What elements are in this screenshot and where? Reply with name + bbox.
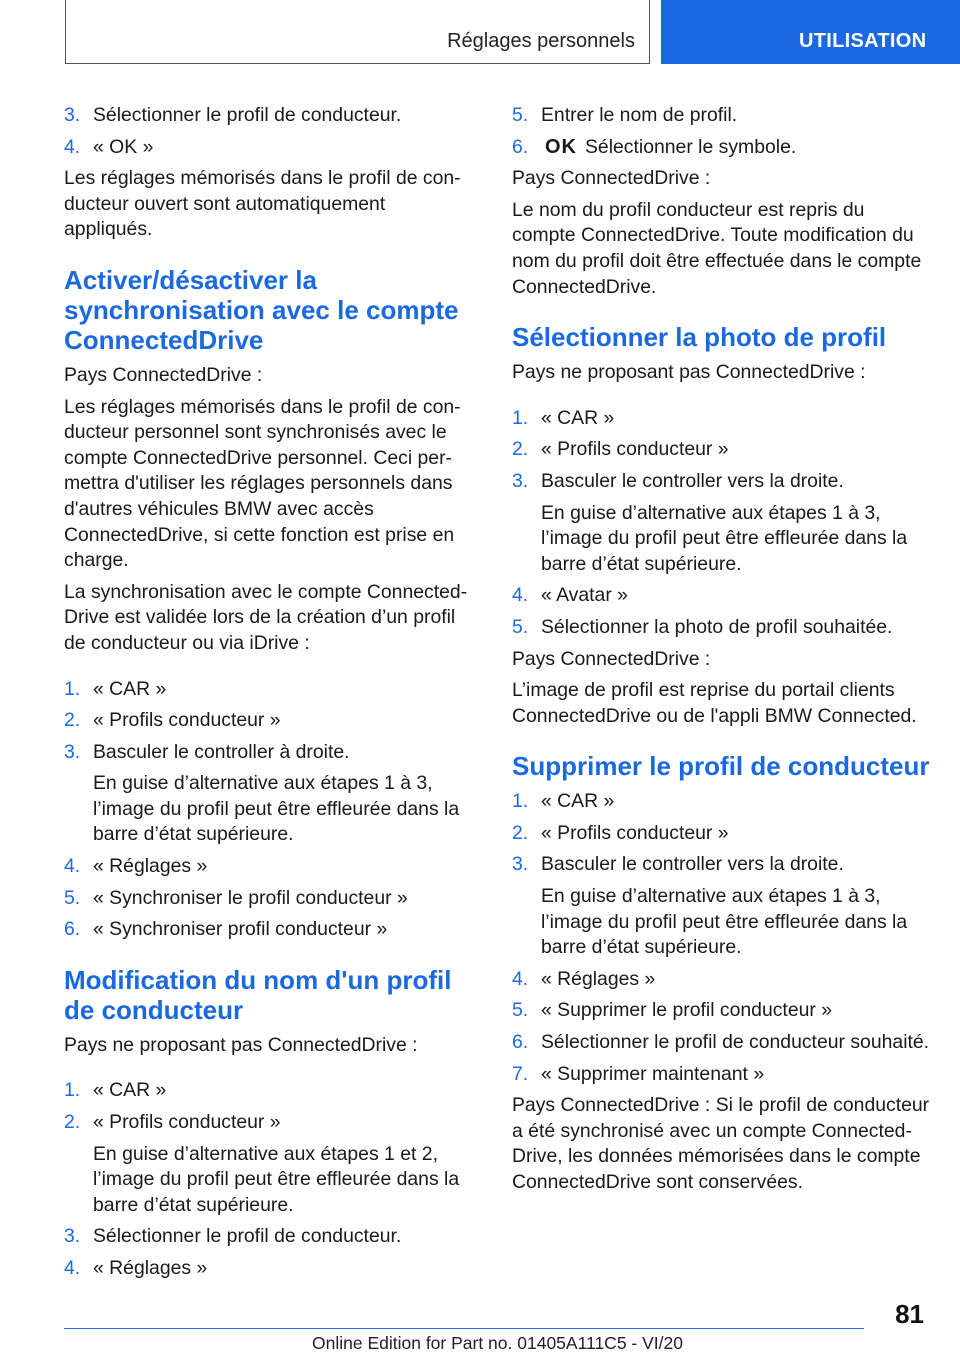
list-text: « Synchroniser profil conducteur »: [93, 918, 388, 941]
list-number: 3.: [64, 1225, 81, 1248]
section-heading: Sélectionner la photo de profil: [512, 322, 887, 353]
chapter-tab: [65, 0, 650, 64]
paragraph: Pays ConnectedDrive :: [64, 363, 263, 386]
list-number: 3.: [512, 853, 529, 876]
list-note: En guise d’alternative aux étapes 1 à 3, l’image du profil peut être effleurée dans la barre d’état supérieure.: [93, 772, 460, 846]
list-number: 4.: [64, 1257, 81, 1279]
paragraph: Pays ne proposant pas ConnectedDrive :: [512, 361, 866, 384]
list-item: [512, 998, 930, 1024]
section-heading: Modification du nom d'un profil de conducteur: [64, 964, 452, 1025]
list-number: 2.: [512, 821, 529, 844]
list-item: [64, 677, 478, 703]
section-tab: [661, 0, 960, 64]
list-item: [512, 437, 930, 463]
list-item: [64, 103, 478, 129]
list-text: « Profils conducteur »: [93, 709, 281, 732]
paragraph: Les réglages mémorisés dans le profil de conducteur personnel sont synchronisés avec le compte ConnectedDrive personnel. Ceci permettra d'utiliser les réglages personnels dans d'autres véhicules BMW avec accès ConnectedDrive, si cette fonction est prise en charge.: [64, 395, 461, 572]
list-text: « CAR »: [541, 790, 615, 813]
paragraph: Pays ConnectedDrive :: [512, 167, 711, 190]
section-heading: Activer/désactiver la synchronisation avec le compte ConnectedDrive: [64, 264, 459, 355]
list-text: « CAR »: [541, 406, 615, 429]
list-text: Basculer le controller vers la droite.: [541, 853, 844, 876]
list-text: Entrer le nom de profil.: [541, 104, 738, 126]
list-text: « Réglages »: [93, 1257, 208, 1279]
right-column: [512, 103, 930, 1202]
list-item: [64, 740, 478, 766]
list-number: 5.: [64, 886, 81, 909]
list-item: [512, 967, 930, 993]
list-number: 7.: [512, 1062, 529, 1085]
page-header: [0, 0, 960, 66]
list-text: « Réglages »: [541, 967, 656, 990]
footer-divider: [64, 1328, 864, 1329]
list-number: 1.: [512, 406, 529, 429]
list-number: 3.: [64, 104, 81, 126]
list-item: [512, 1030, 930, 1056]
section-heading: Supprimer le profil de conducteur: [512, 751, 930, 782]
paragraph: L’image de profil est reprise du portail clients ConnectedDrive ou de l'appli BMW Connected.: [512, 679, 917, 727]
list-number: 2.: [64, 709, 81, 732]
list-number: 3.: [64, 740, 81, 763]
list-text: « Supprimer le profil conducteur »: [541, 999, 833, 1022]
list-item: [64, 135, 478, 161]
list-note: En guise d’alternative aux étapes 1 à 3, l’image du profil peut être effleurée dans la barre d’état supérieure.: [541, 885, 908, 959]
list-text: Basculer le controller vers la droite.: [541, 469, 844, 492]
list-number: 5.: [512, 615, 529, 638]
list-text: « CAR »: [93, 1079, 167, 1102]
list-item: [64, 1110, 478, 1136]
page-number: 81: [895, 1299, 924, 1329]
list-item: [512, 615, 930, 641]
list-item: [64, 1256, 478, 1282]
list-item: [512, 406, 930, 432]
list-number: 4.: [64, 855, 81, 878]
paragraph: Pays ConnectedDrive :: [512, 647, 711, 670]
list-item: [64, 854, 478, 880]
list-text: « Synchroniser le profil conducteur »: [93, 886, 408, 909]
list-item: [512, 852, 930, 878]
list-text: Sélectionner la photo de profil souhaitée.: [541, 615, 893, 638]
list-number: 6.: [512, 1031, 529, 1054]
section-title: UTILISATION: [799, 30, 927, 52]
list-number: 6.: [512, 135, 529, 158]
list-number: 5.: [512, 104, 529, 126]
list-text: « Avatar »: [541, 584, 628, 607]
list-item: [512, 583, 930, 609]
list-text: Sélectionner le profil de conducteur.: [93, 104, 402, 126]
list-number: 4.: [512, 584, 529, 607]
list-item: [512, 1062, 930, 1088]
list-text: Sélectionner le symbole.: [585, 135, 797, 158]
list-item: [512, 789, 930, 815]
list-note: En guise d’alternative aux étapes 1 et 2, l’image du profil peut être effleurée dans la barre d’état supérieure.: [93, 1142, 460, 1216]
list-text: Basculer le controller à droite.: [93, 740, 350, 763]
list-item: [512, 135, 930, 161]
list-item: [512, 469, 930, 495]
paragraph: Pays ne proposant pas ConnectedDrive :: [64, 1033, 418, 1056]
list-text: « Profils conducteur »: [541, 821, 729, 844]
list-item: [64, 708, 478, 734]
list-text: Sélectionner le profil de conducteur souhaité.: [541, 1031, 930, 1054]
paragraph: Les réglages mémorisés dans le profil de conducteur ouvert sont automatiquement appliqués.: [64, 167, 461, 241]
list-text: « Profils conducteur »: [541, 438, 729, 461]
list-text: Sélectionner le profil de conducteur.: [93, 1225, 402, 1248]
paragraph: Pays ConnectedDrive : Si le profil de conducteur a été synchronisé avec un compte ConnectedDrive, les données mémorisées dans le compte ConnectedDrive sont conservées.: [512, 1094, 930, 1193]
list-text: « OK »: [93, 135, 154, 158]
paragraph: La synchronisation avec le compte ConnectedDrive est validée lors de la création d’un profil de conducteur ou via iDrive :: [64, 580, 468, 654]
list-item: [512, 821, 930, 847]
list-number: 2.: [512, 438, 529, 461]
list-number: 5.: [512, 999, 529, 1022]
list-text: « Supprimer maintenant »: [541, 1062, 765, 1085]
ok-icon: OK: [545, 135, 577, 158]
list-number: 3.: [512, 469, 529, 492]
list-item: [64, 917, 478, 943]
edition-footer: Online Edition for Part no. 01405A111C5 - VI/20: [312, 1333, 683, 1353]
list-note: En guise d’alternative aux étapes 1 à 3, l’image du profil peut être effleurée dans la barre d’état supérieure.: [541, 501, 908, 575]
list-text: « Profils conducteur »: [93, 1111, 281, 1134]
list-item: [512, 103, 930, 129]
list-text: « CAR »: [93, 677, 167, 700]
list-number: 4.: [64, 135, 81, 158]
list-number: 6.: [64, 918, 81, 941]
list-number: 1.: [64, 677, 81, 700]
list-item: [64, 1224, 478, 1250]
paragraph: Le nom du profil conducteur est repris du compte ConnectedDrive. Toute modification du nom du profil doit être effectuée dans le compte ConnectedDrive.: [512, 198, 922, 298]
list-number: 1.: [512, 790, 529, 813]
list-number: 1.: [64, 1079, 81, 1102]
chapter-title: Réglages personnels: [447, 30, 635, 52]
list-item: [64, 1078, 478, 1104]
list-text: « Réglages »: [93, 855, 208, 878]
list-item: [64, 886, 478, 912]
list-number: 2.: [64, 1111, 81, 1134]
list-number: 4.: [512, 967, 529, 990]
left-column: [64, 103, 478, 1288]
